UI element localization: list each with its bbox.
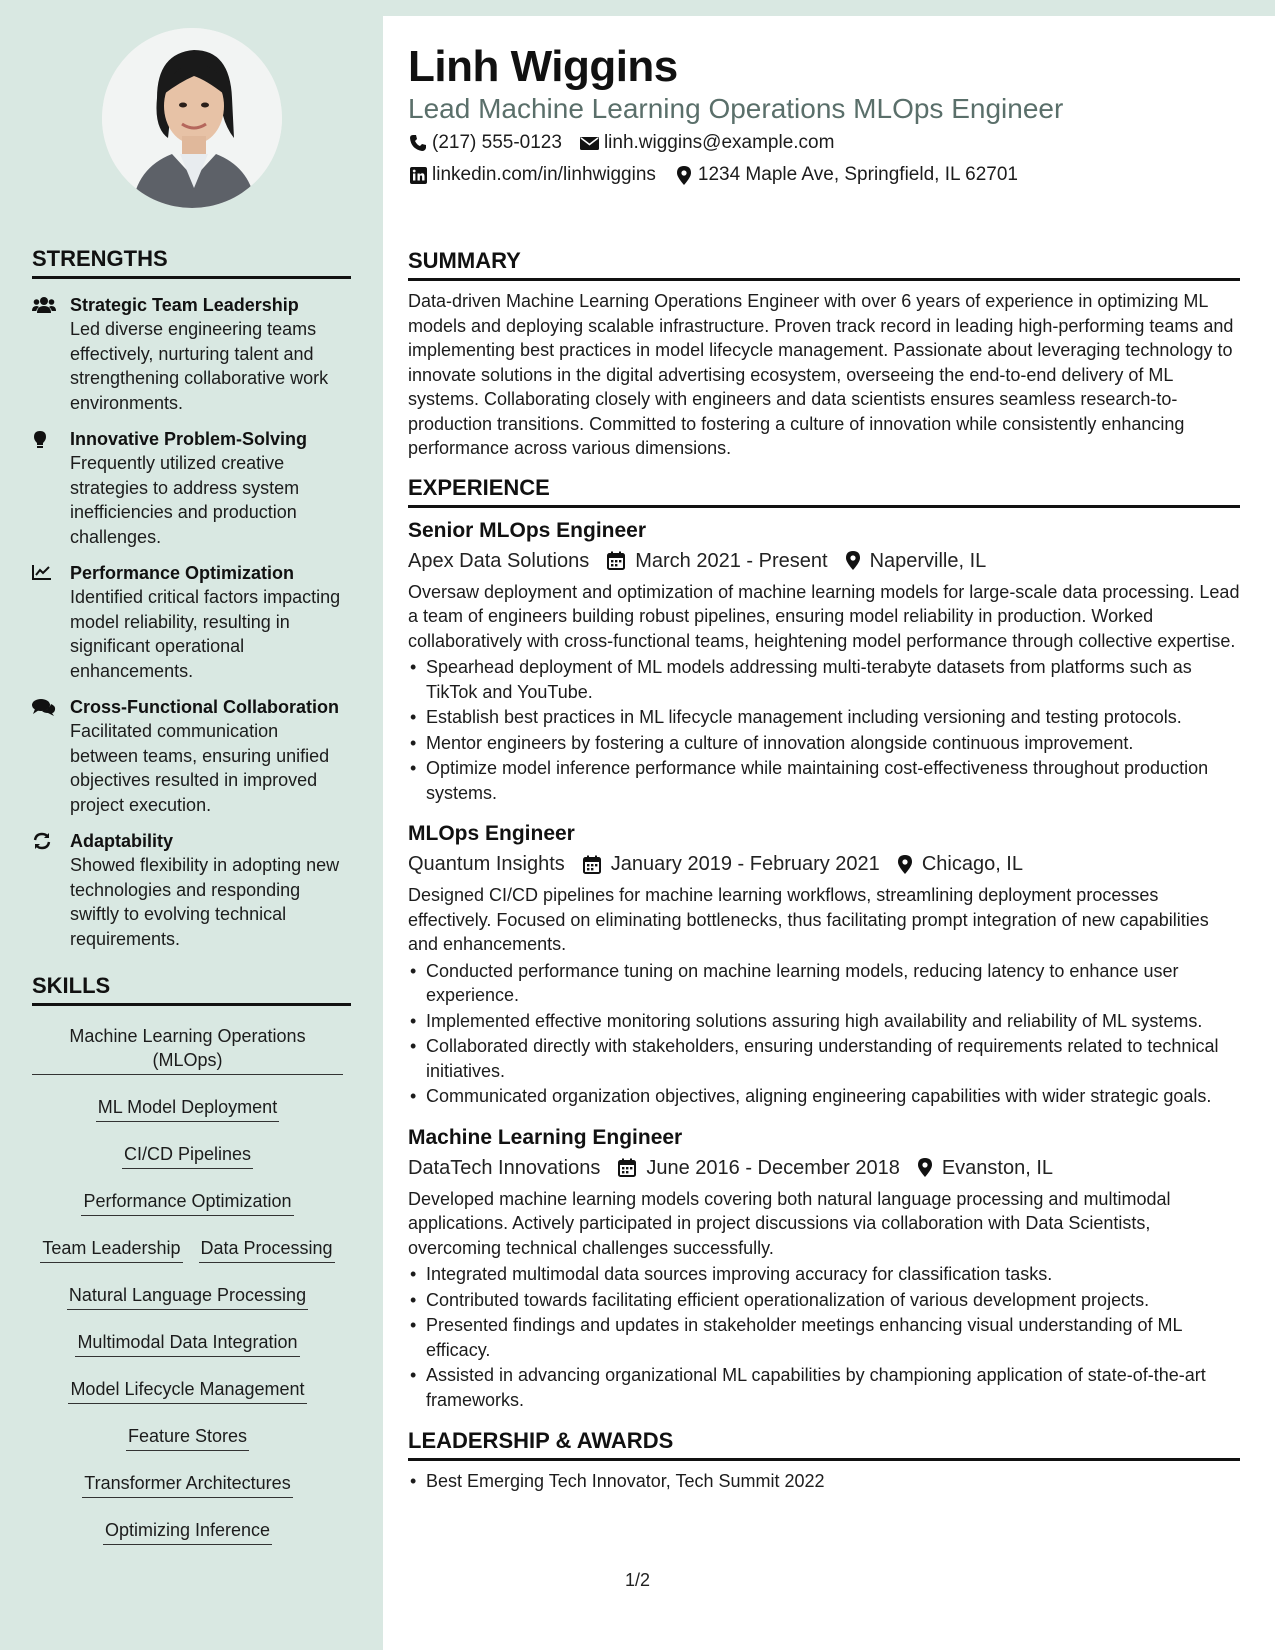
linkedin-icon — [408, 167, 428, 184]
list-item: • Contributed towards facilitating efficient operationalization of various development projects. — [408, 1288, 1240, 1313]
top-band — [383, 0, 1275, 16]
lightbulb-icon — [32, 427, 70, 549]
job-meta — [408, 849, 1240, 879]
list-item: • Conducted performance tuning on machine learning models, reducing latency to enhance user experience. — [408, 959, 1240, 1008]
job-bullets — [408, 1262, 1240, 1412]
job-title: MLOps Engineer — [408, 822, 575, 845]
list-item: • Best Emerging Tech Innovator, Tech Summit 2022 — [408, 1469, 1240, 1494]
strength-description: Facilitated communication between teams, ensuring unified objectives resulted in improved project execution. — [70, 721, 330, 815]
contact-row-2 — [408, 160, 1240, 190]
sidebar — [0, 0, 383, 1650]
strengths-heading: STRENGTHS — [32, 246, 351, 279]
list-item: • Presented findings and updates in stakeholder meetings enhancing visual understanding of ML efficacy. — [408, 1313, 1240, 1362]
job-meta — [408, 546, 1240, 576]
skill-tag: ML Model Deployment — [96, 1095, 279, 1122]
skill-tag: Performance Optimization — [81, 1189, 293, 1216]
map-pin-icon — [674, 166, 694, 185]
comments-icon — [32, 695, 70, 817]
job-title: Machine Learning Engineer — [408, 1125, 683, 1149]
job-dates: March 2021 - Present — [635, 549, 828, 572]
awards-list — [408, 1469, 1240, 1494]
skill-tag: Machine Learning Operations (MLOps) — [32, 1024, 343, 1075]
strength-description: Led diverse engineering teams effectively, nurturing talent and strengthening collaborative work environments. — [70, 319, 329, 413]
job-meta — [408, 1153, 1240, 1183]
experience-heading: EXPERIENCE — [408, 475, 1240, 508]
summary-text: Data-driven Machine Learning Operations Engineer with over 6 years of experience in optimizing ML models and deploying scalable infrastructure. Proven track record in leading high-performing teams and implementing best practices in model lifecycle management. Passionate about leveraging technology to innovate solutions in the digital advertising ecosystem, overseeing the end-to-end delivery of ML systems. Collaborating closely with engineers and data scientists ensures seamless research-to-production transitions. Committed to fostering a culture of innovation while consistently enhancing performance across various dimensions. — [408, 291, 1234, 458]
job-dates: June 2016 - December 2018 — [646, 1156, 900, 1179]
list-item: • Mentor engineers by fostering a culture of innovation alongside continuous improvement. — [408, 731, 1240, 756]
strength-description: Frequently utilized creative strategies to address system inefficiencies and production challenges. — [70, 453, 300, 547]
awards-heading: LEADERSHIP & AWARDS — [408, 1428, 1240, 1461]
job-title: Senior MLOps Engineer — [408, 518, 647, 542]
strength-title: Performance Optimization — [70, 563, 295, 583]
job-location: Evanston, IL — [941, 1156, 1054, 1179]
phone-text: (217) 555-0123 — [432, 132, 562, 153]
strength-item — [32, 561, 351, 683]
candidate-name: Linh Wiggins — [408, 42, 678, 91]
strength-item — [32, 695, 351, 817]
skill-tag: CI/CD Pipelines — [122, 1142, 253, 1169]
skill-tag: Multimodal Data Integration — [75, 1330, 299, 1357]
strength-title: Innovative Problem-Solving — [70, 429, 308, 449]
job-entry — [408, 1123, 1240, 1413]
phone-icon — [408, 134, 428, 152]
job-location: Naperville, IL — [869, 549, 987, 572]
job-entry — [408, 516, 1240, 806]
company-name: DataTech Innovations — [408, 1156, 601, 1179]
list-item: • Communicated organization objectives, aligning engineering capabilities with wider strategic goals. — [408, 1084, 1240, 1109]
strength-title: Strategic Team Leadership — [70, 295, 299, 315]
list-item: • Collaborated directly with stakeholders, ensuring understanding of requirements related to technical initiatives. — [408, 1034, 1240, 1083]
linkedin-contact[interactable] — [408, 160, 656, 190]
job-location: Chicago, IL — [921, 853, 1023, 875]
skills-heading: SKILLS — [32, 973, 351, 1006]
list-item: • Establish best practices in ML lifecycle management including versioning and testing protocols. — [408, 705, 1240, 730]
skill-tag: Model Lifecycle Management — [68, 1377, 306, 1404]
strength-item — [32, 293, 351, 415]
list-item: • Optimize model inference performance while maintaining cost-effectiveness throughout production systems. — [408, 756, 1240, 805]
strength-title: Adaptability — [70, 831, 174, 851]
chart-line-icon — [32, 561, 70, 683]
main-content — [383, 16, 1275, 1650]
list-item: • Spearhead deployment of ML models addressing multi-terabyte datasets from platforms such as TikTok and YouTube. — [408, 655, 1240, 704]
job-bullets — [408, 655, 1240, 805]
profile-photo — [102, 28, 282, 208]
skill-tag: Transformer Architectures — [82, 1471, 292, 1498]
skills-list — [32, 1024, 343, 1545]
phone-contact — [408, 128, 562, 158]
skill-tag: Data Processing — [199, 1236, 335, 1263]
email-text[interactable]: linh.wiggins@example.com — [603, 132, 835, 153]
summary-heading: SUMMARY — [408, 248, 1240, 281]
job-description: Designed CI/CD pipelines for machine learning workflows, streamlining deployment processes effectively. Focused on eliminating bottlenecks, thus facilitating prompt integration of new capabilities and enhancements. — [408, 885, 1209, 954]
contact-row — [408, 128, 1240, 158]
strength-item — [32, 427, 351, 549]
job-dates: January 2019 - February 2021 — [610, 853, 880, 875]
candidate-title: Lead Machine Learning Operations MLOps Engineer — [408, 93, 1064, 124]
page-number: 1/2 — [625, 1570, 651, 1590]
linkedin-text[interactable]: linkedin.com/in/linhwiggins — [432, 164, 656, 185]
address-text: 1234 Maple Ave, Springfield, IL 62701 — [697, 164, 1018, 185]
job-bullets — [408, 959, 1240, 1109]
list-item: • Assisted in advancing organizational ML capabilities by championing application of state-of-the-art frameworks. — [408, 1363, 1240, 1412]
skill-tag: Team Leadership — [40, 1236, 182, 1263]
address-contact — [674, 160, 1018, 190]
strength-description: Identified critical factors impacting model reliability, resulting in significant operational enhancements. — [70, 587, 341, 681]
skill-tag: Optimizing Inference — [103, 1518, 272, 1545]
calendar-icon — [583, 855, 601, 874]
envelope-icon — [580, 136, 600, 151]
sync-icon — [32, 829, 70, 951]
skill-tag: Natural Language Processing — [67, 1283, 308, 1310]
strength-title: Cross-Functional Collaboration — [70, 697, 340, 717]
calendar-icon — [607, 551, 625, 570]
users-icon — [32, 293, 70, 415]
strength-description: Showed flexibility in adopting new technologies and responding swiftly to evolving technical requirements. — [70, 855, 340, 949]
list-item: • Implemented effective monitoring solutions assuring high availability and reliability of ML systems. — [408, 1009, 1240, 1034]
job-description: Oversaw deployment and optimization of machine learning models for large-scale data processing. Lead a team of engineers building robust pipelines, ensuring model reliability in production. Worked collaboratively with cross-functional teams, heightening model performance through collective expertise. — [408, 581, 1240, 651]
strength-item — [32, 829, 351, 951]
company-name: Quantum Insights — [408, 853, 565, 875]
map-pin-icon — [918, 1158, 932, 1177]
map-pin-icon — [898, 855, 912, 874]
calendar-icon — [618, 1158, 636, 1177]
list-item: • Integrated multimodal data sources improving accuracy for classification tasks. — [408, 1262, 1240, 1287]
map-pin-icon — [846, 551, 860, 570]
strengths-list — [32, 293, 351, 951]
job-entry — [408, 819, 1240, 1109]
company-name: Apex Data Solutions — [408, 549, 590, 572]
skill-tag: Feature Stores — [126, 1424, 249, 1451]
email-contact[interactable] — [580, 128, 835, 158]
job-description: Developed machine learning models covering both natural language processing and multimodal applications. Actively participated in project discussions via collaboration with Data Scientists, overcoming technical challenges successfully. — [408, 1188, 1171, 1258]
